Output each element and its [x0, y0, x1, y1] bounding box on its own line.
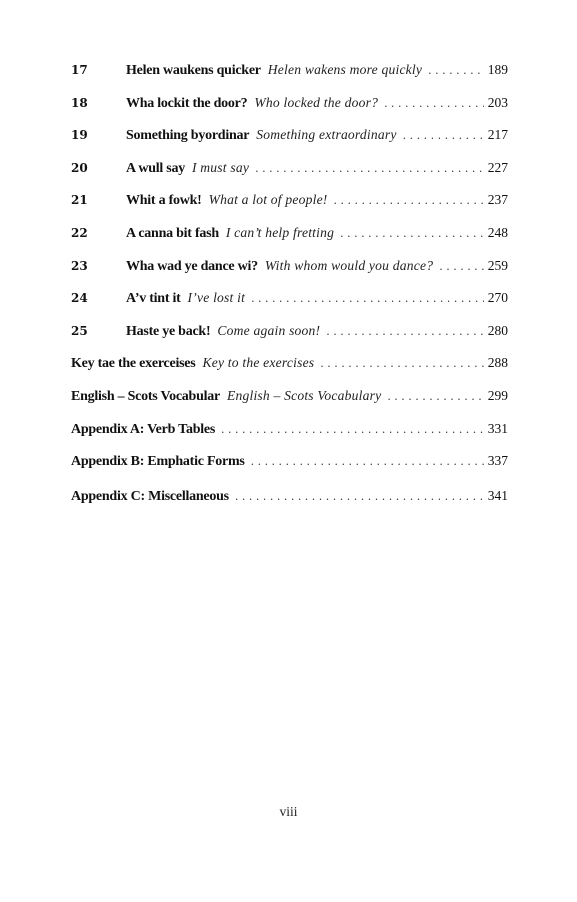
page-number: 203: [487, 94, 508, 110]
dot-leader: [439, 260, 484, 273]
page-number: 189: [487, 62, 508, 77]
scots-title: Wha wad ye dance wi?: [126, 258, 258, 274]
section-title: English – Scots Vocabular: [71, 388, 220, 404]
page-number: 227: [487, 159, 508, 175]
chapter-number: 17: [71, 63, 88, 77]
english-title: Key to the exercises: [202, 355, 315, 371]
toc-entry-25[interactable]: [71, 323, 508, 356]
dot-leader: [255, 162, 484, 175]
section-title: Key tae the exerceises: [71, 356, 196, 372]
chapter-number: 21: [71, 193, 88, 208]
scots-title: Wha lockit the door?: [126, 95, 248, 111]
scots-title: Haste ye back!: [126, 323, 211, 339]
toc-entry-22[interactable]: [71, 225, 508, 258]
english-title: Who locked the door?: [254, 94, 379, 110]
toc-entry-appendix-c[interactable]: [71, 488, 508, 521]
english-title: English – Scots Vocabulary: [226, 387, 382, 403]
page-number: 288: [487, 355, 508, 371]
dot-leader: [403, 129, 484, 142]
english-title: I must say: [191, 159, 250, 175]
toc-entry-vocabular[interactable]: [71, 388, 508, 421]
toc-entry-20[interactable]: [71, 160, 508, 193]
toc-entry-23[interactable]: [71, 258, 508, 291]
toc-entry-appendix-a[interactable]: [71, 421, 508, 454]
dot-leader: [428, 64, 484, 77]
scots-title: A wull say: [126, 160, 185, 176]
chapter-number: 25: [71, 323, 88, 338]
toc-entry-21[interactable]: [71, 192, 508, 225]
chapter-number: 20: [71, 160, 88, 175]
section-title: Appendix C: Miscellaneous: [71, 488, 229, 504]
page-number: 259: [487, 257, 508, 273]
english-title: With whom would you dance?: [264, 257, 434, 273]
toc-entry-24[interactable]: [71, 290, 508, 323]
toc-entry-key[interactable]: [71, 355, 508, 388]
dot-leader: [384, 97, 484, 110]
english-title: I’ve lost it: [187, 290, 246, 306]
scots-title: Whit a fowk!: [126, 193, 202, 209]
english-title: Something extraordinary: [256, 127, 397, 143]
dot-leader: [334, 194, 484, 207]
toc-entry-17[interactable]: [71, 62, 508, 95]
dot-leader: [221, 423, 484, 436]
english-title: What a lot of people!: [208, 192, 328, 208]
dot-leader: [251, 455, 484, 468]
page-number: 217: [487, 127, 508, 143]
english-title: Come again soon!: [217, 322, 321, 338]
dot-leader: [340, 227, 484, 240]
dot-leader: [387, 390, 483, 403]
dot-leader: [326, 325, 483, 338]
chapter-number: 19: [71, 128, 88, 143]
page-number: 237: [487, 192, 508, 208]
scots-title: A’v tint it: [126, 291, 181, 307]
page-folio: viii: [279, 804, 298, 819]
scots-title: Helen waukens quicker: [126, 63, 261, 78]
toc-entry-19[interactable]: [71, 127, 508, 160]
dot-leader: [235, 490, 484, 503]
scots-title: Something byordinar: [126, 128, 250, 144]
chapter-number: 23: [71, 258, 88, 273]
dot-leader: [251, 292, 484, 305]
page-number: 299: [487, 387, 508, 403]
page-number: 337: [487, 453, 508, 469]
dot-leader: [320, 357, 483, 370]
chapter-number: 22: [71, 225, 88, 240]
chapter-number: 24: [71, 291, 88, 306]
scots-title: A canna bit fash: [126, 225, 219, 241]
chapter-number: 18: [71, 95, 88, 110]
toc-entry-appendix-b[interactable]: [71, 453, 508, 486]
page-number: 280: [487, 322, 508, 338]
table-of-contents: [71, 62, 508, 520]
page-number: 331: [487, 420, 508, 436]
english-title: I can’t help fretting: [225, 224, 335, 240]
section-title: Appendix B: Emphatic Forms: [71, 454, 245, 470]
english-title: Helen wakens more quickly: [267, 62, 423, 77]
page-number: 248: [487, 224, 508, 240]
page-number: 270: [487, 290, 508, 306]
section-title: Appendix A: Verb Tables: [71, 421, 216, 437]
page-number: 341: [487, 487, 508, 503]
toc-entry-18[interactable]: [71, 95, 508, 128]
